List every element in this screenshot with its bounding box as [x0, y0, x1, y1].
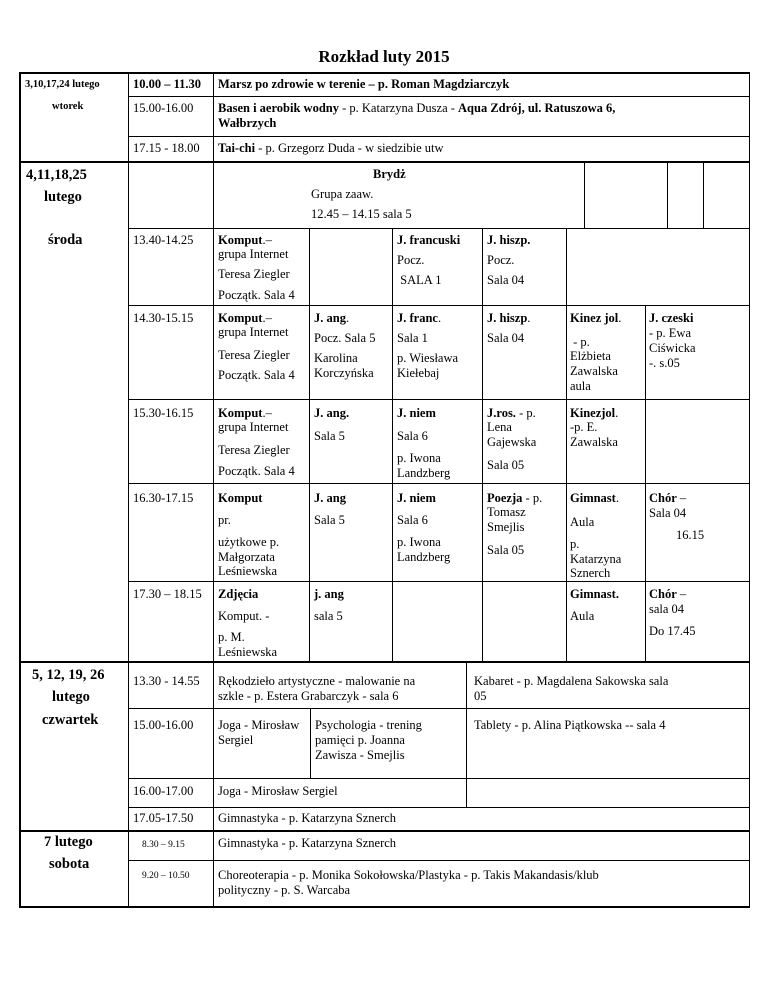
- wed-row2-time: 14.30-15.15: [133, 311, 194, 325]
- course-dot: .: [615, 406, 619, 420]
- wed-row4-german: J. niem: [397, 491, 436, 505]
- wed-row4-gymnastics: [570, 491, 619, 506]
- thursday-month: lutego: [52, 689, 90, 705]
- wed-row4-computer-t4: Leśniewska: [218, 564, 278, 578]
- wed-row5-photo-t1: Komput. -: [218, 609, 270, 623]
- thursday-day-label: czwartek: [42, 712, 99, 728]
- wed-row4-computer-t1: pr.: [218, 513, 231, 527]
- wed-row4-gymnastics-room: Aula: [570, 515, 595, 529]
- course-dash: .–: [262, 406, 272, 420]
- thu-row4-gymnastics: Gimnastyka - p. Katarzyna Sznerch: [218, 811, 397, 825]
- wed-row4-german-teacher1: p. Iwona: [397, 535, 441, 549]
- wed-row2-czech: J. czeski: [649, 311, 694, 325]
- thu-row2-time: 15.00-16.00: [133, 718, 194, 732]
- wed-row3-russian-t1: Lena: [487, 420, 512, 434]
- tue-row1-activity: Marsz po zdrowie w terenie – p. Roman Magdziarczyk: [218, 77, 510, 91]
- wed-row2-english-teacher2: Korczyńska: [314, 366, 374, 380]
- wed-row5-time: 17.30 – 18.15: [133, 587, 202, 601]
- thu-row2-psychology-l1: Psychologia - trening: [315, 718, 422, 732]
- wed-row5-choir-time: Do 17.45: [649, 624, 696, 638]
- wed-row3-russian: [487, 406, 536, 421]
- wed-row1-spanish-room: Sala 04: [487, 273, 525, 287]
- wed-row2-english: [314, 311, 349, 326]
- wed-row1-french: J. francuski: [397, 233, 461, 247]
- wed-row4-german-teacher2: Landzberg: [397, 550, 451, 564]
- course-name: Kinezjol: [570, 406, 616, 420]
- wed-row4-choir-time: 16.15: [676, 528, 705, 542]
- course-name: Komput: [218, 406, 263, 420]
- wed-row2-french-teacher1: p. Wiesława: [397, 351, 459, 365]
- wed-row3-german-room: Sala 6: [397, 429, 428, 443]
- wed-row4-gymnastics-t3: Sznerch: [570, 566, 611, 580]
- course-name: Komput: [218, 233, 263, 247]
- wed-row4-computer-t2: użytkowe p.: [218, 535, 280, 549]
- sat-row2-activity-l1: Choreoterapia - p. Monika Sokołowska/Plastyka - p. Takis Makandasis/klub: [218, 868, 599, 882]
- sat-row2-activity-l2: polityczny - p. S. Warcaba: [218, 883, 351, 897]
- wed-row4-poetry-t2: Smejlis: [487, 520, 525, 534]
- wed-row2-kinesiology-t2: Zawalska: [570, 364, 618, 378]
- wed-row5-photo: Zdjęcia: [218, 587, 259, 601]
- wed-row2-english-teacher1: Karolina: [314, 351, 358, 365]
- course-name: Poezja: [487, 491, 523, 505]
- wed-row1-french-room: SALA 1: [397, 273, 442, 287]
- wed-row1-spanish: J. hiszp.: [487, 233, 531, 247]
- activity-name: Tai-chi: [218, 141, 256, 155]
- thu-row1-time: 13.30 - 14.55: [133, 674, 200, 688]
- bridge-title: Brydż: [373, 167, 406, 181]
- course-name: Gimnast: [570, 491, 616, 505]
- thu-row2-yoga-l2: Sergiel: [218, 733, 254, 747]
- wed-row2-czech-room: -. s.05: [649, 356, 680, 370]
- wed-row4-computer-t3: Małgorzata: [218, 550, 275, 564]
- sat-row1-time: 8.30 – 9.15: [142, 840, 185, 850]
- wed-row3-german: J. niem: [397, 406, 436, 420]
- saturday-date: 7 lutego: [44, 834, 93, 850]
- thu-row1-cabaret-l1: Kabaret - p. Magdalena Sakowska sala: [474, 674, 669, 688]
- wed-row5-photo-t3: Leśniewska: [218, 645, 278, 659]
- wed-row1-computer-group: grupa Internet: [218, 247, 289, 261]
- wed-row1-french-level: Pocz.: [397, 253, 425, 267]
- wed-row5-choir: [649, 587, 686, 602]
- course-dash: –: [676, 587, 687, 601]
- tue-row3-activity: [218, 141, 444, 156]
- wed-row2-spanish-room: Sala 04: [487, 331, 525, 345]
- wed-row2-kinesiology-room: aula: [570, 379, 591, 393]
- wed-row2-kinesiology: [570, 311, 621, 326]
- wed-row4-gymnastics-t2: Katarzyna: [570, 552, 622, 566]
- page-title: Rozkład luty 2015: [318, 47, 450, 66]
- wed-row3-kinesiology: [570, 406, 618, 421]
- wed-row3-kinesiology-t2: Zawalska: [570, 435, 618, 449]
- course-name: Chór: [649, 587, 677, 601]
- course-name: J. franc: [397, 311, 438, 325]
- course-name: Kinez jol: [570, 311, 619, 325]
- tue-row2-activity: [218, 101, 615, 116]
- saturday-day-label: sobota: [49, 856, 90, 872]
- bridge-group: Grupa zaaw.: [311, 187, 374, 201]
- wed-row2-english-room: Pocz. Sala 5: [314, 331, 376, 345]
- tue-row2-city: Wałbrzych: [218, 116, 277, 130]
- course-dot: .: [615, 491, 619, 505]
- course-dash: .–: [262, 311, 272, 325]
- activity-teacher: - p. Katarzyna Dusza -: [338, 101, 459, 115]
- course-p: - p.: [515, 406, 536, 420]
- wed-row3-russian-t2: Gajewska: [487, 435, 537, 449]
- course-dash: –: [676, 491, 687, 505]
- wed-row3-german-teacher1: p. Iwona: [397, 451, 441, 465]
- wed-row4-choir-room: Sala 04: [649, 506, 687, 520]
- wed-row3-english: J. ang.: [314, 406, 350, 420]
- tue-row3-time: 17.15 - 18.00: [133, 141, 200, 155]
- wed-row3-computer-teacher: Teresa Ziegler: [218, 443, 290, 457]
- thu-row1-cabaret-l2: 05: [474, 689, 487, 703]
- wed-row2-french-teacher2: Kiełebaj: [397, 366, 440, 380]
- sat-row2-time: 9.20 – 10.50: [142, 871, 190, 881]
- tue-row1-time: 10.00 – 11.30: [133, 77, 202, 91]
- tuesday-day-label: wtorek: [52, 101, 84, 112]
- wed-row3-time: 15.30-16.15: [133, 406, 194, 420]
- wed-row1-spanish-level: Pocz.: [487, 253, 515, 267]
- wed-row4-gymnastics-t1: p.: [570, 537, 580, 551]
- course-dash: .–: [262, 233, 272, 247]
- wed-row3-german-teacher2: Landzberg: [397, 466, 451, 480]
- wed-row5-choir-room: sala 04: [649, 602, 685, 616]
- course-p: - p.: [522, 491, 543, 505]
- course-name: J.ros.: [487, 406, 516, 420]
- wed-row5-photo-t2: p. M.: [218, 630, 245, 644]
- course-name: Chór: [649, 491, 677, 505]
- wed-row1-computer-room: Początk. Sala 4: [218, 288, 295, 302]
- wed-row1-computer: [218, 233, 272, 248]
- wed-row2-computer: [218, 311, 272, 326]
- wed-row2-french: [397, 311, 441, 326]
- wed-row3-english-room: Sala 5: [314, 429, 345, 443]
- tuesday-dates: 3,10,17,24 lutego: [25, 79, 100, 90]
- activity-details: - p. Grzegorz Duda - w siedzibie utw: [255, 141, 444, 155]
- wed-row4-poetry: [487, 491, 542, 506]
- tue-row2-time: 15.00-16.00: [133, 101, 194, 115]
- wed-row3-russian-room: Sala 05: [487, 458, 525, 472]
- thu-row3-yoga: Joga - Mirosław Sergiel: [218, 784, 338, 798]
- wed-row4-choir: [649, 491, 686, 506]
- wed-row1-time: 13.40-14.25: [133, 233, 194, 247]
- wed-row4-poetry-t1: Tomasz: [487, 505, 526, 519]
- wednesday-day-label: środa: [48, 232, 83, 248]
- thu-row2-psychology-l2: pamięci p. Joanna: [315, 733, 405, 747]
- thu-row2-psychology-l3: Zawisza - Smejlis: [315, 748, 405, 762]
- wed-row3-computer: [218, 406, 272, 421]
- wed-row2-czech-t2: Ciświcka: [649, 341, 696, 355]
- course-dot: .: [618, 311, 622, 325]
- wed-row2-computer-room: Początk. Sala 4: [218, 368, 295, 382]
- wednesday-dates: 4,11,18,25: [26, 167, 87, 183]
- wed-row4-poetry-room: Sala 05: [487, 543, 525, 557]
- thu-row1-craft-l1: Rękodzieło artystyczne - malowanie na: [218, 674, 416, 688]
- wed-row2-kinesiology-t1: Elżbieta: [570, 349, 611, 363]
- thu-row1-craft-l2: szkle - p. Estera Grabarczyk - sala 6: [218, 689, 399, 703]
- wed-row5-gymnastics-room: Aula: [570, 609, 595, 623]
- course-dot: .: [437, 311, 442, 325]
- wed-row4-german-room: Sala 6: [397, 513, 428, 527]
- wed-row4-time: 16.30-17.15: [133, 491, 194, 505]
- wed-row2-spanish: [487, 311, 530, 326]
- wed-row3-computer-room: Początk. Sala 4: [218, 464, 295, 478]
- course-name: J. ang: [314, 311, 346, 325]
- wednesday-month: lutego: [44, 189, 82, 205]
- wed-row4-english: J. ang: [314, 491, 346, 505]
- wed-row5-english: j. ang: [314, 587, 344, 601]
- wed-row3-kinesiology-t1: -p. E.: [570, 420, 598, 434]
- bridge-time-room: 12.45 – 14.15 sala 5: [311, 207, 412, 221]
- course-dot: .: [527, 311, 531, 325]
- wed-row2-computer-group: grupa Internet: [218, 325, 289, 339]
- course-name: J. hiszp: [487, 311, 528, 325]
- sat-row1-gymnastics: Gimnastyka - p. Katarzyna Sznerch: [218, 836, 397, 850]
- thursday-dates: 5, 12, 19, 26: [32, 667, 105, 683]
- activity-place: Aqua Zdrój, ul. Ratuszowa 6,: [458, 101, 616, 115]
- wed-row4-computer: Komput: [218, 491, 263, 505]
- wed-row2-czech-t1: - p. Ewa: [649, 326, 691, 340]
- wed-row5-gymnastics: Gimnast.: [570, 587, 619, 601]
- wed-row4-english-room: Sala 5: [314, 513, 345, 527]
- activity-name: Basen i aerobik wodny: [218, 101, 339, 115]
- wed-row2-computer-teacher: Teresa Ziegler: [218, 348, 290, 362]
- thu-row3-time: 16.00-17.00: [133, 784, 194, 798]
- course-name: Komput: [218, 311, 263, 325]
- wed-row2-kinesiology-p: - p.: [570, 335, 590, 349]
- wed-row2-french-room: Sala 1: [397, 331, 428, 345]
- wed-row1-computer-teacher: Teresa Ziegler: [218, 267, 290, 281]
- thu-row4-time: 17.05-17.50: [133, 811, 194, 825]
- wed-row3-computer-group: grupa Internet: [218, 420, 289, 434]
- thu-row2-tablets: Tablety - p. Alina Piątkowska -- sala 4: [474, 718, 666, 732]
- wed-row5-english-room: sala 5: [314, 609, 343, 623]
- course-dot: .: [345, 311, 350, 325]
- thu-row2-yoga-l1: Joga - Mirosław: [218, 718, 300, 732]
